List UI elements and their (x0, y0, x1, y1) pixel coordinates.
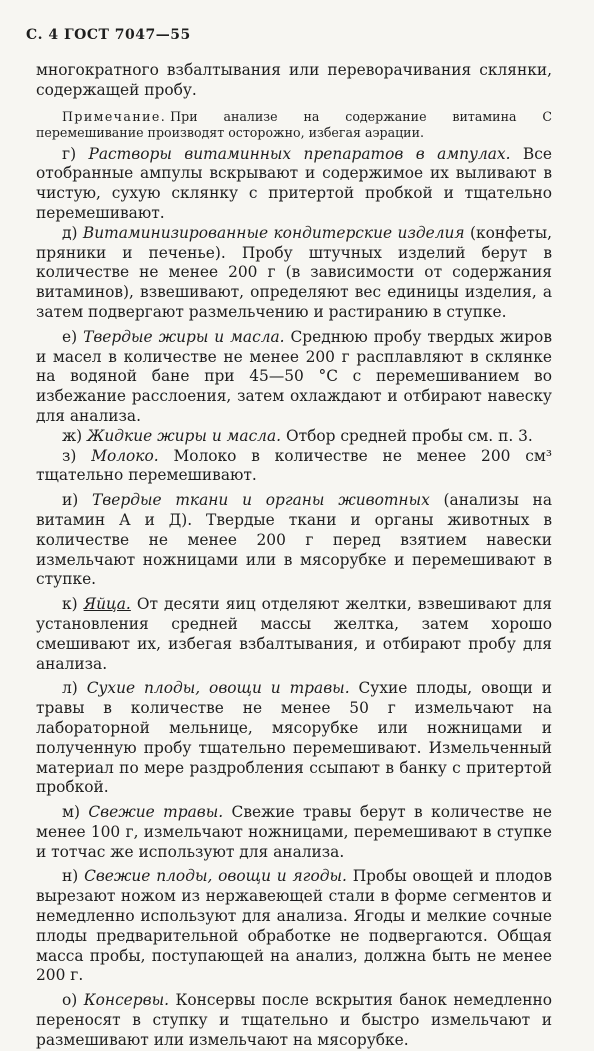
item-letter: е) (62, 327, 78, 346)
item-text: От десяти яиц отделяют желтки, взвешивают для установления средней массы желтка, затем хорошо смешивают их, избегая взбалтывания, и отбирают пробу для анализа. (36, 595, 552, 673)
document-body (36, 61, 552, 1051)
item-title: Витаминизированные кондитерские изделия (82, 223, 465, 242)
item-e (36, 328, 552, 427)
item-text: Пробы овощей и плодов вырезают ножом из нержавеющей стали в форме сегментов и немедленно используют для анализа. Ягоды и мелкие сочные плоды предварительной обработке не подвергаются. Общая масса пробы, поступающей на анализ, должна быть не менее 200 г. (36, 867, 552, 985)
item-text: Отбор средней пробы см. п. 3. (281, 426, 533, 445)
item-letter: д) (62, 223, 78, 242)
item-text: Среднюю пробу твердых жиров и масел в количестве не менее 200 г расплавляют в склянке на водяной бане при 45—50 °С с перемешиванием во избежание расслоения, затем охлаждают и отбирают навеску для анализа. (36, 327, 552, 425)
item-text: Консервы после вскрытия банок немедленно переносят в ступку и тщательно и быстро измельчают и размешивают или измельчают на мясорубке. (36, 991, 552, 1049)
item-text: (конфеты, пряники и печенье). Пробу штучных изделий берут в количестве не менее 200 г (в зависимости от содержания витаминов), взвешивают, определяют вес единицы изделия, а затем подвергают размельчению и растиранию в ступке. (36, 223, 552, 321)
item-letter: л) (62, 679, 78, 698)
item-text: (анализы на витамин А и Д). Твердые ткани и органы животных в количестве не менее 200 г перед взятием навески измельчают ножницами или в мясорубке и перемешивают в ступке. (36, 491, 552, 589)
note-text: При анализе на содержание витамина С перемешивание производят осторожно, избегая аэрации. (36, 108, 552, 140)
item-title: Яйца. (83, 595, 131, 614)
item-title: Молоко. (91, 446, 159, 465)
item-title: Жидкие жиры и масла. (87, 426, 282, 445)
item-title: Твердые жиры и масла. (83, 327, 285, 346)
item-d (36, 224, 552, 323)
item-m (36, 803, 552, 862)
item-title: Свежие плоды, овощи и ягоды. (84, 867, 347, 886)
note-paragraph (36, 109, 552, 141)
item-letter: к) (62, 595, 78, 614)
item-l (36, 679, 552, 798)
item-letter: з) (62, 446, 77, 465)
item-i (36, 491, 552, 590)
item-letter: и) (62, 491, 79, 510)
item-letter: г) (62, 144, 77, 163)
item-title: Консервы. (83, 991, 170, 1010)
item-letter: о) (62, 991, 78, 1010)
item-letter: м) (62, 803, 80, 822)
item-z (36, 447, 552, 487)
item-text: Все отобранные ампулы вскрывают и содержимое их выливают в чистую, сухую склянку с притертой пробкой и тщательно перемешивают. (36, 144, 552, 222)
item-letter: ж) (62, 426, 83, 445)
item-text: Молоко в количестве не менее 200 см³ тщательно перемешивают. (36, 446, 552, 485)
item-title: Свежие травы. (88, 803, 224, 822)
item-letter: н) (62, 867, 79, 886)
item-g (36, 145, 552, 224)
item-o (36, 991, 552, 1050)
item-k (36, 595, 552, 674)
page-header: С. 4 ГОСТ 7047—55 (26, 27, 191, 43)
intro-paragraph: многократного взбалтывания или переворачивания склянки, содержащей пробу. (36, 61, 552, 99)
item-text: Свежие травы берут в количестве не менее 100 г, измельчают ножницами, перемешивают в ступке и тотчас же используют для анализа. (36, 803, 552, 861)
item-text: Сухие плоды, овощи и травы в количестве не менее 50 г измельчают на лабораторной мельнице, мясорубке или ножницами и полученную пробу тщательно перемешивают. Измельченный материал по мере раздробления ссыпают в банку с притертой пробкой. (36, 679, 553, 797)
item-title: Твердые ткани и органы животных (92, 491, 430, 510)
item-title: Растворы витаминных препаратов в ампулах. (88, 144, 511, 163)
item-zh (36, 427, 552, 447)
item-n (36, 867, 552, 986)
item-title: Сухие плоды, овощи и травы. (86, 679, 350, 698)
note-label: Примечание. (62, 108, 167, 124)
